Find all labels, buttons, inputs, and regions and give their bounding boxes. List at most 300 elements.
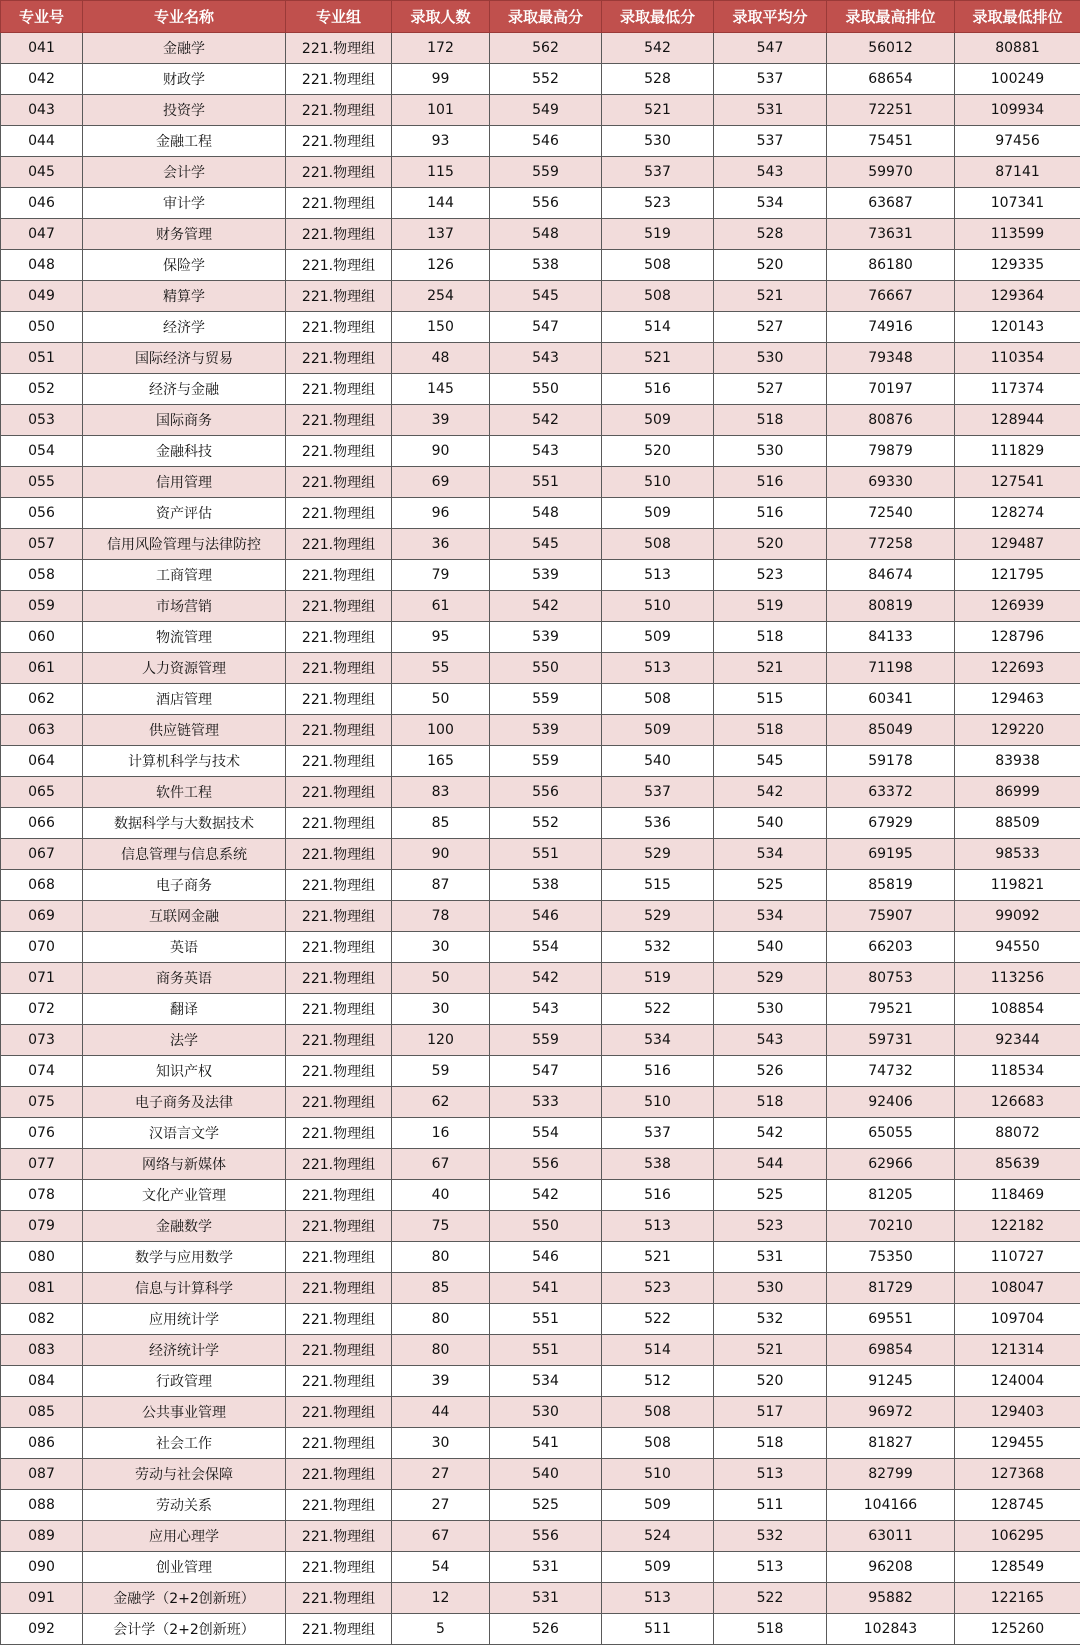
max-score-cell: 556	[490, 777, 602, 808]
major-name-cell: 劳动关系	[83, 1490, 286, 1521]
major-code-cell: 075	[1, 1087, 83, 1118]
major-name-cell: 国际商务	[83, 405, 286, 436]
avg-score-cell: 542	[714, 777, 827, 808]
major-code-cell: 076	[1, 1118, 83, 1149]
avg-score-cell: 531	[714, 1242, 827, 1273]
admitted-count-cell: 12	[392, 1583, 490, 1614]
max-score-cell: 543	[490, 994, 602, 1025]
avg-score-cell: 523	[714, 1211, 827, 1242]
avg-score-cell: 518	[714, 622, 827, 653]
avg-score-cell: 547	[714, 33, 827, 64]
major-code-cell: 082	[1, 1304, 83, 1335]
max-rank-cell: 68654	[827, 64, 955, 95]
avg-score-cell: 528	[714, 219, 827, 250]
admitted-count-cell: 54	[392, 1552, 490, 1583]
major-name-cell: 供应链管理	[83, 715, 286, 746]
major-group-cell: 221.物理组	[286, 870, 392, 901]
avg-score-cell: 540	[714, 932, 827, 963]
admitted-count-cell: 145	[392, 374, 490, 405]
min-rank-cell: 125260	[955, 1614, 1080, 1645]
avg-score-cell: 521	[714, 281, 827, 312]
admitted-count-cell: 30	[392, 932, 490, 963]
max-score-cell: 542	[490, 963, 602, 994]
table-row	[1, 746, 1080, 777]
admitted-count-cell: 80	[392, 1335, 490, 1366]
avg-score-cell: 518	[714, 1428, 827, 1459]
max-score-cell: 556	[490, 188, 602, 219]
max-rank-cell: 70197	[827, 374, 955, 405]
major-group-cell: 221.物理组	[286, 1056, 392, 1087]
table-row	[1, 1087, 1080, 1118]
min-rank-cell: 122165	[955, 1583, 1080, 1614]
min-score-cell: 532	[602, 932, 714, 963]
major-name-cell: 金融学（2+2创新班）	[83, 1583, 286, 1614]
major-group-cell: 221.物理组	[286, 1304, 392, 1335]
major-name-cell: 互联网金融	[83, 901, 286, 932]
major-code-cell: 072	[1, 994, 83, 1025]
column-header: 录取最低排位	[955, 1, 1080, 33]
table-row	[1, 219, 1080, 250]
avg-score-cell: 518	[714, 1614, 827, 1645]
major-name-cell: 商务英语	[83, 963, 286, 994]
table-row	[1, 1211, 1080, 1242]
min-score-cell: 513	[602, 560, 714, 591]
major-group-cell: 221.物理组	[286, 64, 392, 95]
max-score-cell: 546	[490, 1242, 602, 1273]
min-score-cell: 522	[602, 1304, 714, 1335]
admitted-count-cell: 27	[392, 1459, 490, 1490]
admitted-count-cell: 120	[392, 1025, 490, 1056]
max-score-cell: 530	[490, 1397, 602, 1428]
major-name-cell: 数据科学与大数据技术	[83, 808, 286, 839]
min-rank-cell: 128745	[955, 1490, 1080, 1521]
major-code-cell: 070	[1, 932, 83, 963]
min-rank-cell: 85639	[955, 1149, 1080, 1180]
min-score-cell: 514	[602, 312, 714, 343]
major-group-cell: 221.物理组	[286, 1149, 392, 1180]
max-rank-cell: 75451	[827, 126, 955, 157]
avg-score-cell: 534	[714, 901, 827, 932]
avg-score-cell: 540	[714, 808, 827, 839]
table-header	[1, 1, 1080, 33]
admitted-count-cell: 83	[392, 777, 490, 808]
table-row	[1, 870, 1080, 901]
major-group-cell: 221.物理组	[286, 405, 392, 436]
major-group-cell: 221.物理组	[286, 1087, 392, 1118]
table-row	[1, 839, 1080, 870]
max-score-cell: 550	[490, 653, 602, 684]
major-code-cell: 092	[1, 1614, 83, 1645]
admitted-count-cell: 85	[392, 808, 490, 839]
major-name-cell: 金融工程	[83, 126, 286, 157]
min-score-cell: 537	[602, 1118, 714, 1149]
min-rank-cell: 129335	[955, 250, 1080, 281]
table-row	[1, 1025, 1080, 1056]
min-rank-cell: 128944	[955, 405, 1080, 436]
admitted-count-cell: 80	[392, 1304, 490, 1335]
admitted-count-cell: 61	[392, 591, 490, 622]
min-score-cell: 530	[602, 126, 714, 157]
major-name-cell: 市场营销	[83, 591, 286, 622]
max-score-cell: 547	[490, 312, 602, 343]
max-score-cell: 543	[490, 343, 602, 374]
table-row	[1, 684, 1080, 715]
table-row	[1, 343, 1080, 374]
max-rank-cell: 85819	[827, 870, 955, 901]
min-rank-cell: 100249	[955, 64, 1080, 95]
admitted-count-cell: 44	[392, 1397, 490, 1428]
min-rank-cell: 128549	[955, 1552, 1080, 1583]
major-code-cell: 049	[1, 281, 83, 312]
admitted-count-cell: 50	[392, 963, 490, 994]
major-code-cell: 056	[1, 498, 83, 529]
table-row	[1, 1118, 1080, 1149]
min-score-cell: 510	[602, 1087, 714, 1118]
avg-score-cell: 527	[714, 312, 827, 343]
min-rank-cell: 109704	[955, 1304, 1080, 1335]
admitted-count-cell: 69	[392, 467, 490, 498]
admitted-count-cell: 59	[392, 1056, 490, 1087]
max-rank-cell: 85049	[827, 715, 955, 746]
min-rank-cell: 117374	[955, 374, 1080, 405]
max-rank-cell: 70210	[827, 1211, 955, 1242]
min-score-cell: 521	[602, 343, 714, 374]
major-code-cell: 060	[1, 622, 83, 653]
max-score-cell: 559	[490, 157, 602, 188]
max-rank-cell: 63687	[827, 188, 955, 219]
major-name-cell: 汉语言文学	[83, 1118, 286, 1149]
major-code-cell: 058	[1, 560, 83, 591]
admitted-count-cell: 90	[392, 839, 490, 870]
major-code-cell: 091	[1, 1583, 83, 1614]
major-name-cell: 保险学	[83, 250, 286, 281]
major-name-cell: 文化产业管理	[83, 1180, 286, 1211]
avg-score-cell: 534	[714, 839, 827, 870]
max-rank-cell: 56012	[827, 33, 955, 64]
major-group-cell: 221.物理组	[286, 1459, 392, 1490]
min-score-cell: 516	[602, 1180, 714, 1211]
max-score-cell: 551	[490, 1304, 602, 1335]
avg-score-cell: 518	[714, 715, 827, 746]
max-rank-cell: 95882	[827, 1583, 955, 1614]
min-score-cell: 509	[602, 715, 714, 746]
admitted-count-cell: 16	[392, 1118, 490, 1149]
admitted-count-cell: 115	[392, 157, 490, 188]
min-score-cell: 511	[602, 1614, 714, 1645]
major-code-cell: 057	[1, 529, 83, 560]
avg-score-cell: 543	[714, 1025, 827, 1056]
major-code-cell: 046	[1, 188, 83, 219]
major-group-cell: 221.物理组	[286, 1118, 392, 1149]
min-score-cell: 529	[602, 901, 714, 932]
avg-score-cell: 544	[714, 1149, 827, 1180]
major-name-cell: 创业管理	[83, 1552, 286, 1583]
max-score-cell: 548	[490, 219, 602, 250]
min-score-cell: 508	[602, 529, 714, 560]
table-row	[1, 560, 1080, 591]
max-rank-cell: 84133	[827, 622, 955, 653]
table-row	[1, 1521, 1080, 1552]
admitted-count-cell: 90	[392, 436, 490, 467]
table-row	[1, 126, 1080, 157]
admitted-count-cell: 87	[392, 870, 490, 901]
max-rank-cell: 69854	[827, 1335, 955, 1366]
major-group-cell: 221.物理组	[286, 1397, 392, 1428]
min-score-cell: 516	[602, 374, 714, 405]
min-rank-cell: 111829	[955, 436, 1080, 467]
max-score-cell: 562	[490, 33, 602, 64]
max-score-cell: 550	[490, 374, 602, 405]
table-row	[1, 467, 1080, 498]
admitted-count-cell: 30	[392, 994, 490, 1025]
major-name-cell: 投资学	[83, 95, 286, 126]
major-group-cell: 221.物理组	[286, 498, 392, 529]
min-score-cell: 540	[602, 746, 714, 777]
min-rank-cell: 86999	[955, 777, 1080, 808]
min-score-cell: 537	[602, 777, 714, 808]
max-score-cell: 538	[490, 250, 602, 281]
major-name-cell: 国际经济与贸易	[83, 343, 286, 374]
admitted-count-cell: 48	[392, 343, 490, 374]
max-score-cell: 540	[490, 1459, 602, 1490]
max-rank-cell: 96972	[827, 1397, 955, 1428]
major-name-cell: 翻译	[83, 994, 286, 1025]
max-rank-cell: 65055	[827, 1118, 955, 1149]
major-name-cell: 信用管理	[83, 467, 286, 498]
major-code-cell: 068	[1, 870, 83, 901]
avg-score-cell: 516	[714, 498, 827, 529]
major-group-cell: 221.物理组	[286, 374, 392, 405]
max-score-cell: 559	[490, 1025, 602, 1056]
avg-score-cell: 511	[714, 1490, 827, 1521]
avg-score-cell: 517	[714, 1397, 827, 1428]
table-row	[1, 653, 1080, 684]
avg-score-cell: 513	[714, 1459, 827, 1490]
admitted-count-cell: 100	[392, 715, 490, 746]
avg-score-cell: 516	[714, 467, 827, 498]
major-group-cell: 221.物理组	[286, 1211, 392, 1242]
column-header: 录取最高排位	[827, 1, 955, 33]
min-rank-cell: 98533	[955, 839, 1080, 870]
avg-score-cell: 527	[714, 374, 827, 405]
avg-score-cell: 537	[714, 64, 827, 95]
max-score-cell: 534	[490, 1366, 602, 1397]
major-group-cell: 221.物理组	[286, 1025, 392, 1056]
table-row	[1, 932, 1080, 963]
min-score-cell: 521	[602, 95, 714, 126]
min-rank-cell: 113256	[955, 963, 1080, 994]
major-group-cell: 221.物理组	[286, 746, 392, 777]
table-row	[1, 994, 1080, 1025]
avg-score-cell: 523	[714, 560, 827, 591]
max-rank-cell: 67929	[827, 808, 955, 839]
max-rank-cell: 72251	[827, 95, 955, 126]
min-score-cell: 542	[602, 33, 714, 64]
max-rank-cell: 60341	[827, 684, 955, 715]
min-rank-cell: 129364	[955, 281, 1080, 312]
max-score-cell: 554	[490, 1118, 602, 1149]
min-score-cell: 508	[602, 1428, 714, 1459]
min-rank-cell: 122182	[955, 1211, 1080, 1242]
admitted-count-cell: 85	[392, 1273, 490, 1304]
max-score-cell: 551	[490, 1335, 602, 1366]
min-rank-cell: 97456	[955, 126, 1080, 157]
admitted-count-cell: 55	[392, 653, 490, 684]
major-code-cell: 066	[1, 808, 83, 839]
max-rank-cell: 102843	[827, 1614, 955, 1645]
major-name-cell: 经济学	[83, 312, 286, 343]
major-name-cell: 网络与新媒体	[83, 1149, 286, 1180]
major-code-cell: 085	[1, 1397, 83, 1428]
major-code-cell: 055	[1, 467, 83, 498]
max-rank-cell: 63372	[827, 777, 955, 808]
max-score-cell: 559	[490, 684, 602, 715]
min-score-cell: 519	[602, 963, 714, 994]
table-row	[1, 1552, 1080, 1583]
admitted-count-cell: 150	[392, 312, 490, 343]
max-rank-cell: 76667	[827, 281, 955, 312]
max-score-cell: 539	[490, 622, 602, 653]
major-code-cell: 074	[1, 1056, 83, 1087]
major-code-cell: 050	[1, 312, 83, 343]
min-rank-cell: 127541	[955, 467, 1080, 498]
table-row	[1, 1149, 1080, 1180]
min-rank-cell: 119821	[955, 870, 1080, 901]
table-row	[1, 1242, 1080, 1273]
admitted-count-cell: 39	[392, 1366, 490, 1397]
avg-score-cell: 522	[714, 1583, 827, 1614]
max-rank-cell: 80819	[827, 591, 955, 622]
min-score-cell: 508	[602, 281, 714, 312]
major-code-cell: 083	[1, 1335, 83, 1366]
table-row	[1, 1335, 1080, 1366]
major-code-cell: 059	[1, 591, 83, 622]
table-row	[1, 1428, 1080, 1459]
min-rank-cell: 126683	[955, 1087, 1080, 1118]
major-group-cell: 221.物理组	[286, 250, 392, 281]
max-score-cell: 539	[490, 715, 602, 746]
major-name-cell: 公共事业管理	[83, 1397, 286, 1428]
table-row	[1, 1056, 1080, 1087]
max-score-cell: 545	[490, 529, 602, 560]
min-score-cell: 519	[602, 219, 714, 250]
max-score-cell: 556	[490, 1521, 602, 1552]
min-score-cell: 520	[602, 436, 714, 467]
max-score-cell: 550	[490, 1211, 602, 1242]
min-rank-cell: 110727	[955, 1242, 1080, 1273]
major-code-cell: 069	[1, 901, 83, 932]
max-rank-cell: 73631	[827, 219, 955, 250]
major-group-cell: 221.物理组	[286, 994, 392, 1025]
avg-score-cell: 525	[714, 1180, 827, 1211]
major-code-cell: 089	[1, 1521, 83, 1552]
table-row	[1, 374, 1080, 405]
min-rank-cell: 129487	[955, 529, 1080, 560]
major-code-cell: 084	[1, 1366, 83, 1397]
major-name-cell: 电子商务及法律	[83, 1087, 286, 1118]
major-name-cell: 会计学	[83, 157, 286, 188]
major-group-cell: 221.物理组	[286, 839, 392, 870]
avg-score-cell: 515	[714, 684, 827, 715]
max-rank-cell: 63011	[827, 1521, 955, 1552]
min-score-cell: 523	[602, 1273, 714, 1304]
max-score-cell: 546	[490, 901, 602, 932]
major-group-cell: 221.物理组	[286, 126, 392, 157]
max-score-cell: 552	[490, 64, 602, 95]
major-code-cell: 064	[1, 746, 83, 777]
major-code-cell: 071	[1, 963, 83, 994]
min-score-cell: 534	[602, 1025, 714, 1056]
max-score-cell: 533	[490, 1087, 602, 1118]
table-row	[1, 808, 1080, 839]
admitted-count-cell: 50	[392, 684, 490, 715]
avg-score-cell: 520	[714, 250, 827, 281]
major-group-cell: 221.物理组	[286, 560, 392, 591]
major-code-cell: 062	[1, 684, 83, 715]
max-score-cell: 538	[490, 870, 602, 901]
max-score-cell: 539	[490, 560, 602, 591]
min-rank-cell: 109934	[955, 95, 1080, 126]
admitted-count-cell: 137	[392, 219, 490, 250]
major-name-cell: 劳动与社会保障	[83, 1459, 286, 1490]
min-score-cell: 513	[602, 1211, 714, 1242]
max-rank-cell: 92406	[827, 1087, 955, 1118]
max-score-cell: 543	[490, 436, 602, 467]
major-group-cell: 221.物理组	[286, 1242, 392, 1273]
min-rank-cell: 88509	[955, 808, 1080, 839]
admitted-count-cell: 95	[392, 622, 490, 653]
major-name-cell: 物流管理	[83, 622, 286, 653]
avg-score-cell: 530	[714, 1273, 827, 1304]
max-rank-cell: 71198	[827, 653, 955, 684]
major-code-cell: 078	[1, 1180, 83, 1211]
max-rank-cell: 74916	[827, 312, 955, 343]
min-rank-cell: 126939	[955, 591, 1080, 622]
avg-score-cell: 532	[714, 1304, 827, 1335]
major-group-cell: 221.物理组	[286, 95, 392, 126]
admitted-count-cell: 99	[392, 64, 490, 95]
max-rank-cell: 86180	[827, 250, 955, 281]
major-name-cell: 财政学	[83, 64, 286, 95]
min-rank-cell: 121795	[955, 560, 1080, 591]
min-rank-cell: 80881	[955, 33, 1080, 64]
major-group-cell: 221.物理组	[286, 33, 392, 64]
min-rank-cell: 110354	[955, 343, 1080, 374]
major-name-cell: 资产评估	[83, 498, 286, 529]
major-group-cell: 221.物理组	[286, 963, 392, 994]
min-rank-cell: 120143	[955, 312, 1080, 343]
major-code-cell: 053	[1, 405, 83, 436]
major-code-cell: 088	[1, 1490, 83, 1521]
major-code-cell: 048	[1, 250, 83, 281]
admitted-count-cell: 27	[392, 1490, 490, 1521]
table-row	[1, 1180, 1080, 1211]
major-code-cell: 051	[1, 343, 83, 374]
min-score-cell: 537	[602, 157, 714, 188]
table-row	[1, 1614, 1080, 1645]
column-header: 专业名称	[83, 1, 286, 33]
max-score-cell: 541	[490, 1428, 602, 1459]
avg-score-cell: 542	[714, 1118, 827, 1149]
min-rank-cell: 129455	[955, 1428, 1080, 1459]
major-code-cell: 042	[1, 64, 83, 95]
column-header: 专业号	[1, 1, 83, 33]
major-group-cell: 221.物理组	[286, 1583, 392, 1614]
column-header: 录取平均分	[714, 1, 827, 33]
avg-score-cell: 519	[714, 591, 827, 622]
major-code-cell: 041	[1, 33, 83, 64]
major-code-cell: 079	[1, 1211, 83, 1242]
